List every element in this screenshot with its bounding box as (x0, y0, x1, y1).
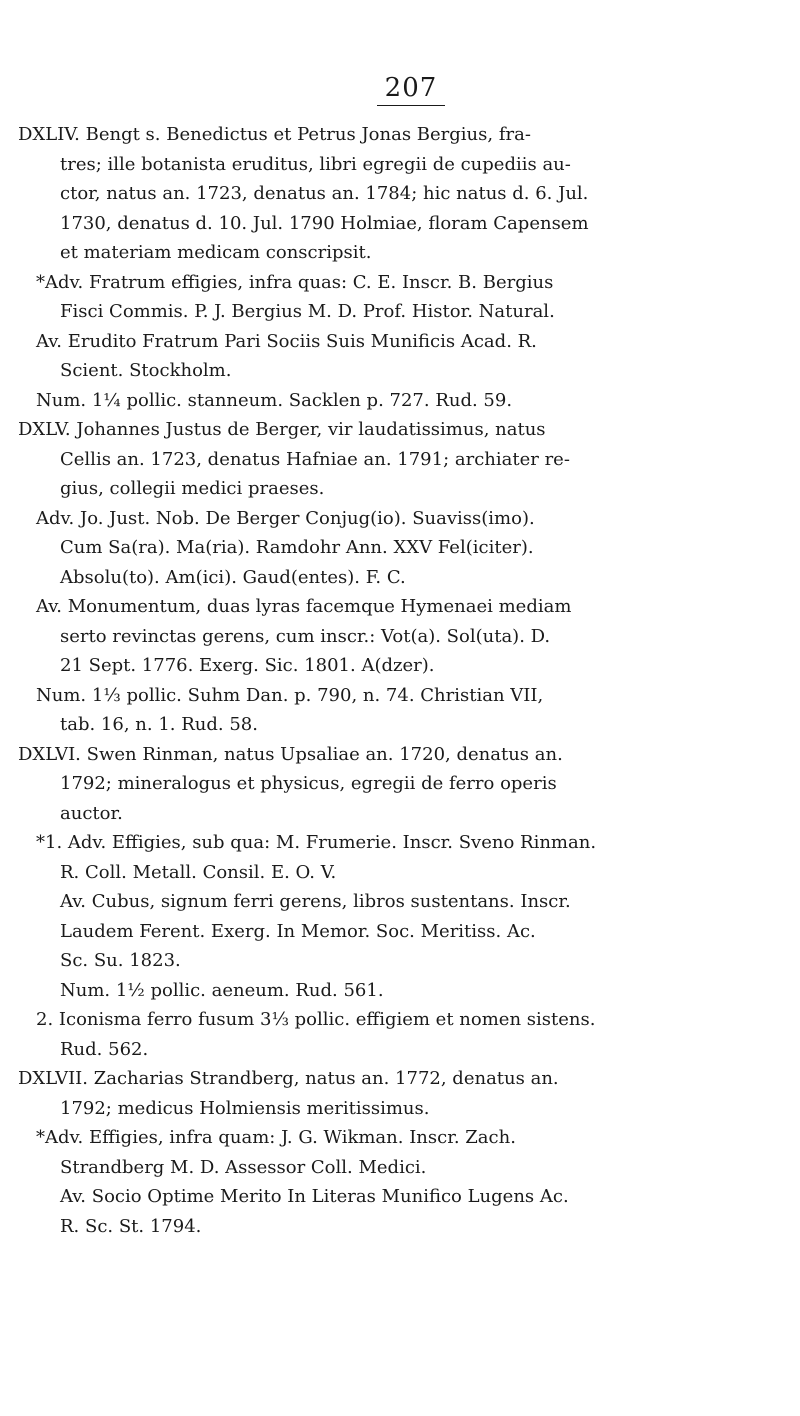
text-line: DXLVII. Zacharias Strandberg, natus an. 1772, denatus an. (18, 1068, 559, 1089)
text-line: Fisci Commis. P. J. Bergius M. D. Prof. Histor. Natural. (60, 301, 555, 322)
text-line: Av. Erudito Fratrum Pari Sociis Suis Munificis Acad. R. (36, 330, 537, 352)
text-line: *1. Adv. Effigies, sub qua: M. Frumerie. Inscr. Sveno Rinman. (36, 832, 597, 853)
text-line: R. Sc. St. 1794. (60, 1215, 202, 1237)
text-line: Adv. Jo. Just. Nob. De Berger Conjug(io). Suaviss(imo). (36, 507, 535, 529)
text-line: tres; ille botanista eruditus, libri egregii de cupediis au- (60, 153, 571, 175)
text-line: Num. 1½ pollic. aeneum. Rud. 561. (60, 979, 384, 1001)
page-number-text: 207 (377, 73, 446, 106)
text-line: DXLVI. Swen Rinman, natus Upsaliae an. 1720, denatus an. (18, 743, 563, 765)
text-line: auctor. (60, 802, 123, 824)
text-line: 1792; mineralogus et physicus, egregii de ferro operis (60, 773, 557, 794)
page-number (0, 73, 800, 106)
text-line: R. Coll. Metall. Consil. E. O. V. (60, 861, 337, 883)
text-line: Absolu(to). Am(ici). Gaud(entes). F. C. (60, 566, 406, 588)
text-line: serto revinctas gerens, cum inscr.: Vot(a). Sol(uta). D. (60, 625, 551, 647)
text-line: Strandberg M. D. Assessor Coll. Medici. (60, 1156, 427, 1178)
text-line: gius, collegii medici praeses. (60, 478, 325, 499)
text-line: Cellis an. 1723, denatus Hafniae an. 1791; archiater re- (60, 448, 570, 470)
text-line: 2. Iconisma ferro fusum 3⅓ pollic. effigiem et nomen sistens. (36, 1009, 596, 1030)
text-line: DXLV. Johannes Justus de Berger, vir laudatissimus, natus (18, 419, 546, 440)
text-line: Av. Cubus, signum ferri gerens, libros sustentans. Inscr. (60, 891, 571, 912)
text-line: Laudem Ferent. Exerg. In Memor. Soc. Meritiss. Ac. (60, 920, 536, 942)
text-line: 1730, denatus d. 10. Jul. 1790 Holmiae, floram Capensem (60, 212, 589, 234)
text-line: Av. Monumentum, duas lyras facemque Hymenaei mediam (36, 596, 572, 617)
text-line: Sc. Su. 1823. (60, 950, 181, 971)
text-line: Rud. 562. (60, 1038, 149, 1060)
text-line: 21 Sept. 1776. Exerg. Sic. 1801. A(dzer). (60, 655, 435, 676)
catalogue-text (18, 120, 788, 1241)
text-line: *Adv. Fratrum effigies, infra quas: C. E. Inscr. B. Bergius (36, 271, 554, 293)
text-line: tab. 16, n. 1. Rud. 58. (60, 714, 258, 735)
text-line: 1792; medicus Holmiensis meritissimus. (60, 1097, 430, 1119)
text-line: Num. 1⅓ pollic. Suhm Dan. p. 790, n. 74. Christian VII, (36, 684, 544, 706)
text-line: Num. 1¼ pollic. stanneum. Sacklen p. 727. Rud. 59. (36, 389, 513, 411)
text-line: et materiam medicam conscripsit. (60, 242, 372, 263)
text-line: ctor, natus an. 1723, denatus an. 1784; hic natus d. 6. Jul. (60, 183, 589, 204)
text-line: Scient. Stockholm. (60, 360, 232, 381)
text-line: *Adv. Effigies, infra quam: J. G. Wikman. Inscr. Zach. (36, 1127, 516, 1148)
text-line: Av. Socio Optime Merito In Literas Munifico Lugens Ac. (60, 1186, 569, 1207)
text-line: DXLIV. Bengt s. Benedictus et Petrus Jonas Bergius, fra- (18, 124, 531, 145)
text-line: Cum Sa(ra). Ma(ria). Ramdohr Ann. XXV Fel(iciter). (60, 537, 534, 558)
